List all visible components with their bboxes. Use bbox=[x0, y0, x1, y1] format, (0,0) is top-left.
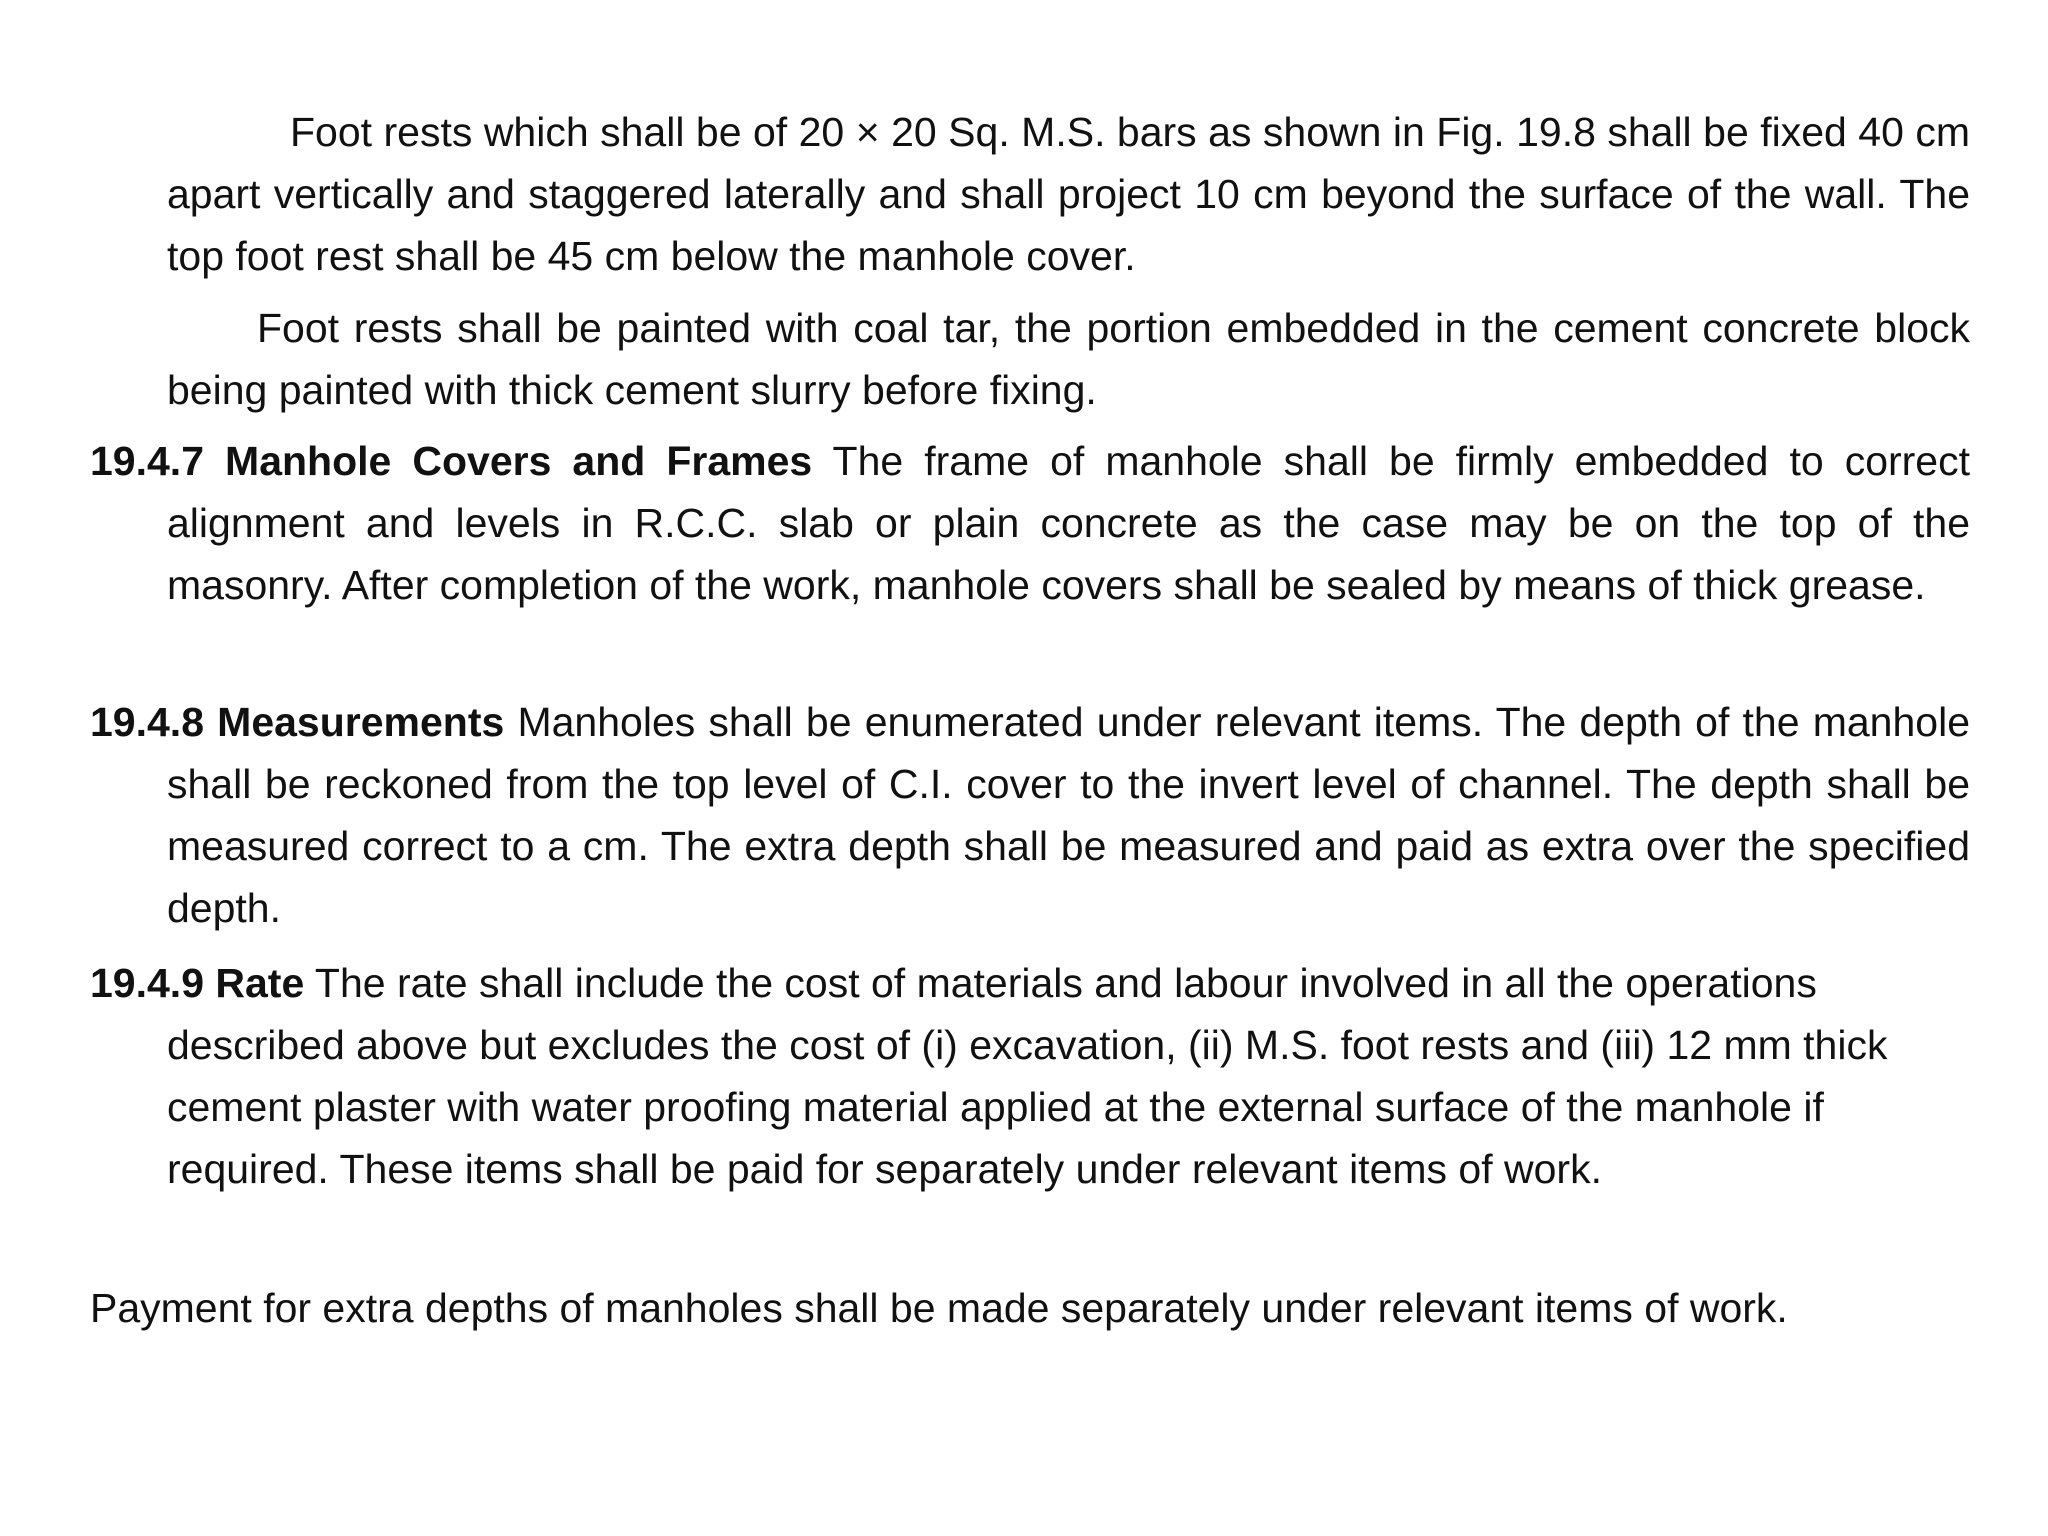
measurements-body: Manholes shall be enumerated under relevant items. The depth of the manhole shall be reckoned from the top level of C.I. cover to the invert level of channel. The depth shall be measured correct to a cm. The extra depth shall be measured and paid as extra over the specified depth. bbox=[167, 699, 1970, 931]
manhole-covers-heading: 19.4.7 Manhole Covers and Frames bbox=[90, 438, 813, 484]
foot-rests-spec-paragraph: Foot rests which shall be of 20 × 20 Sq. M.S. bars as shown in Fig. 19.8 shall be fixed 40 cm apart vertically and staggered laterally and shall project 10 cm beyond the surface of the wall. The top foot rest shall be 45 cm below the manhole cover. bbox=[167, 109, 1970, 279]
payment-note-paragraph: Payment for extra depths of manholes shall be made separately under relevant items of work. bbox=[90, 1285, 1788, 1331]
rate-heading: 19.4.9 Rate bbox=[90, 960, 305, 1006]
manhole-covers-section bbox=[90, 430, 1970, 616]
manhole-covers-body: The frame of manhole shall be firmly embedded to correct alignment and levels in R.C.C. slab or plain concrete as the case may be on the top of the masonry. After completion of the work, manhole covers shall be sealed by means of thick grease. bbox=[167, 438, 1970, 608]
measurements-section bbox=[90, 691, 1970, 939]
rate-body: The rate shall include the cost of materials and labour involved in all the operations described above but excludes the cost of (i) excavation, (ii) M.S. foot rests and (iii) 12 mm thick cement plaster with water proofing material applied at the external surface of the manhole if required. These items shall be paid for separately under relevant items of work. bbox=[167, 960, 1888, 1192]
foot-rests-painting-paragraph: Foot rests shall be painted with coal tar, the portion embedded in the cement concrete block being painted with thick cement slurry before fixing. bbox=[167, 305, 1970, 413]
rate-section bbox=[90, 952, 1970, 1200]
measurements-heading: 19.4.8 Measurements bbox=[90, 699, 505, 745]
